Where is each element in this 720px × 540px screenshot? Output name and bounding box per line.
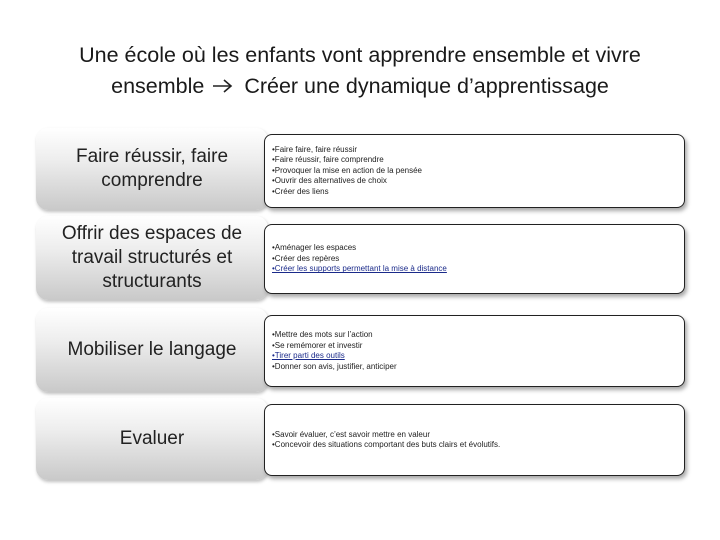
list-item: •Provoquer la mise en action de la pensée (272, 165, 423, 175)
bullet-list-box (264, 404, 685, 476)
category-label: Evaluer (36, 398, 268, 480)
title-line-2-end: Créer une dynamique d’apprentissage (244, 74, 609, 98)
list-item: •Savoir évaluer, c’est savoir mettre en valeur (272, 429, 430, 439)
list-item-link[interactable]: •Créer les supports permettant la mise à distance (272, 264, 447, 274)
list-item: •Concevoir des situations comportant des buts clairs et évolutifs. (272, 440, 501, 449)
category-label: Mobiliser le langage (36, 308, 268, 392)
list-item: •Se remémorer et investir (272, 340, 363, 350)
list-item-link[interactable]: •Tirer parti des outils (272, 351, 345, 360)
list-item: •Faire faire, faire réussir (272, 144, 358, 154)
list-item: •Mettre des mots sur l’action (272, 330, 373, 339)
list-item: •Faire réussir, faire comprendre (272, 155, 384, 165)
list-item: •Créer des liens (272, 186, 329, 196)
arrow-right-icon (212, 72, 234, 103)
bullet-list-box (264, 224, 685, 294)
title-line-2 (0, 71, 720, 103)
category-label: Offrir des espaces de travail structurés et structurants (36, 216, 268, 300)
title-line-1: Une école où les enfants vont apprendre ensemble et vivre (79, 43, 641, 67)
list-item: •Aménager les espaces (272, 243, 357, 253)
category-label: Faire réussir, faire comprendre (36, 128, 268, 210)
list-item: •Créer des repères (272, 253, 340, 263)
slide-title (0, 40, 720, 103)
bullet-list-box (264, 134, 685, 208)
list-item: •Ouvrir des alternatives de choix (272, 176, 387, 186)
list-item: •Donner son avis, justifier, anticiper (272, 361, 397, 371)
title-line-2-start: ensemble (111, 74, 205, 98)
bullet-list-box (264, 315, 685, 387)
